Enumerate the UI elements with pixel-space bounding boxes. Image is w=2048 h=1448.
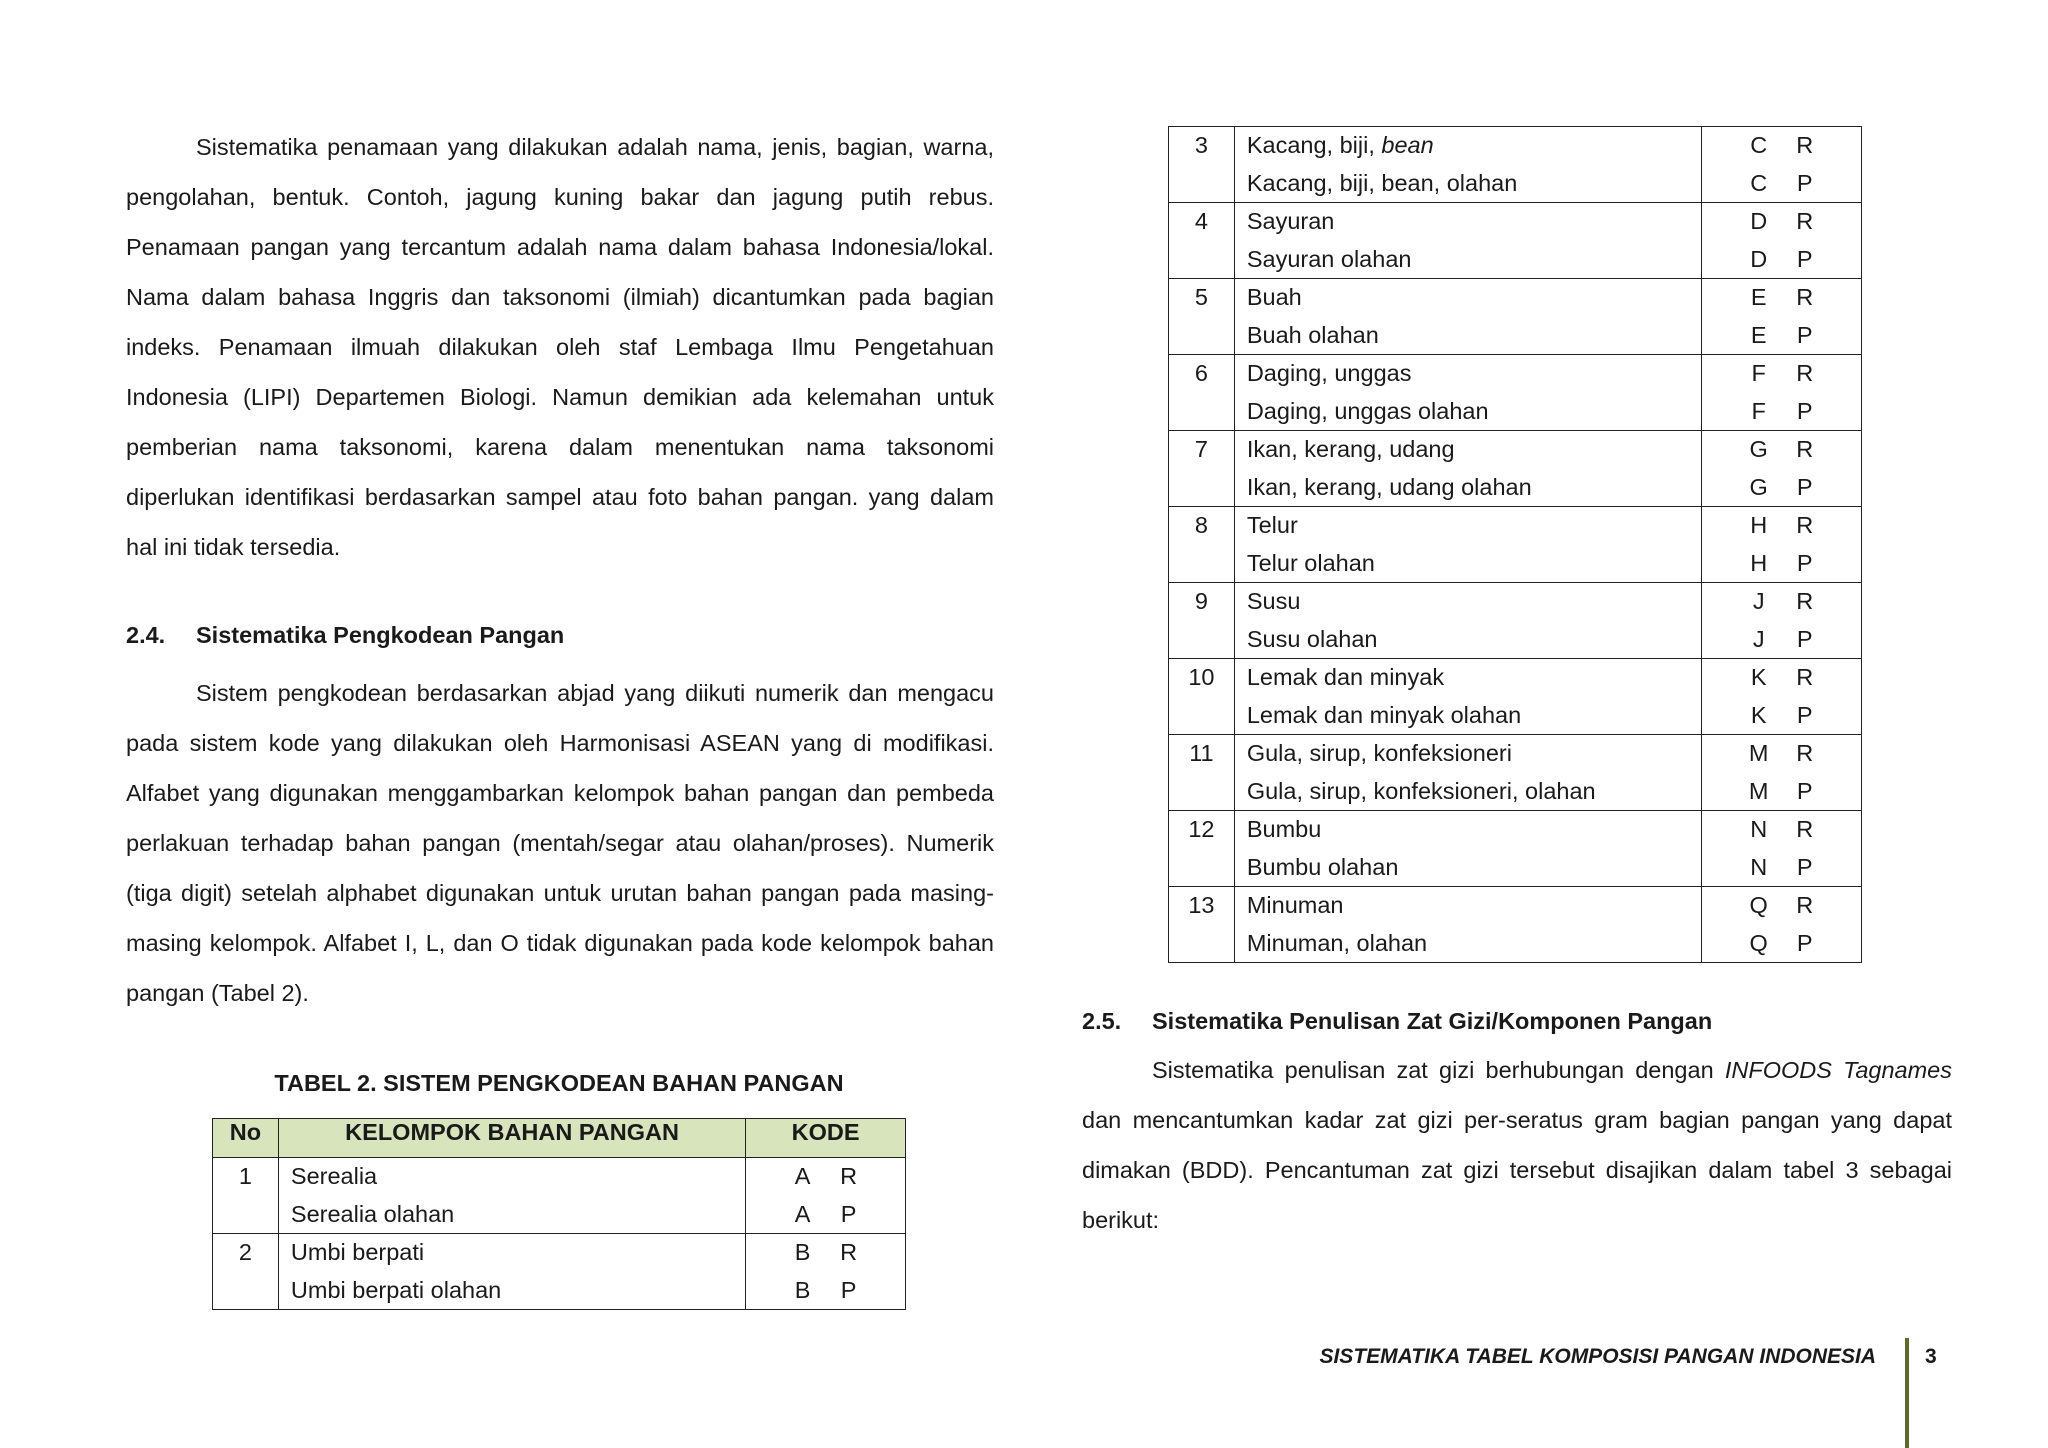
- code-type: P: [1796, 397, 1813, 424]
- code-value: [1702, 621, 1861, 659]
- code-letter: D: [1750, 208, 1768, 234]
- code-value: [1702, 811, 1861, 849]
- group-name: [1247, 621, 1702, 659]
- row-number: [1169, 279, 1235, 355]
- row-number-text: 4: [1194, 208, 1208, 234]
- table-row: [1169, 355, 1862, 431]
- group-name-text: Kacang, biji, bean, olahan: [1246, 169, 1518, 196]
- code-letter: B: [794, 1276, 811, 1303]
- code-type: P: [1796, 245, 1813, 272]
- section-heading-2-4: [126, 622, 564, 649]
- code-letter: G: [1749, 473, 1768, 500]
- group-name-text: Sayuran: [1246, 208, 1335, 234]
- intro-paragraph: Sistematika penamaan yang dilakukan adalah nama, jenis, bagian, warna, pengolahan, bentuk. Contoh, jagung kuning bakar dan jagung putih rebus. Penamaan pangan yang tercantum adalah nama dalam bahasa Indonesia/lokal. Nama dalam bahasa Inggris dan taksonomi (ilmiah) dicantumkan pada bagian indeks. Penamaan ilmuah dilakukan oleh staf Lembaga Ilmu Pengetahuan Indonesia (LIPI) Departemen Biologi. Namun demikian ada kelemahan untuk pemberian nama taksonomi, karena dalam menentukan nama taksonomi diperlukan identifikasi berdasarkan sampel atau foto bahan pangan. yang dalam hal ini tidak tersedia.: [126, 134, 994, 560]
- code-letter: H: [1750, 549, 1768, 576]
- table-row: [213, 1234, 906, 1310]
- group-name: [1247, 583, 1702, 621]
- page-number: 3: [1925, 1345, 1937, 1368]
- group-name-text: Lemak dan minyak olahan: [1246, 701, 1522, 728]
- group-name-text: Sayuran olahan: [1246, 245, 1412, 272]
- group-name: [291, 1234, 745, 1272]
- group-name: [1247, 735, 1702, 773]
- code-letter: B: [794, 1239, 811, 1265]
- group-name-text: Bumbu olahan: [1246, 853, 1399, 880]
- code-value: [1702, 203, 1861, 241]
- section-title: Sistematika Pengkodean Pangan: [196, 622, 565, 648]
- para-italic-text: INFOODS Tagnames: [1724, 1057, 1952, 1083]
- group-name: [1247, 849, 1702, 887]
- code-cell: [1702, 887, 1862, 963]
- row-number: [1169, 355, 1235, 431]
- code-cell: [1702, 431, 1862, 507]
- section-title: Sistematika Penulisan Zat Gizi/Komponen Pangan: [1152, 1008, 1713, 1034]
- code-value: [1702, 887, 1861, 925]
- group-name: [1247, 545, 1702, 583]
- row-number-text: 5: [1194, 284, 1208, 310]
- code-type: P: [840, 1276, 857, 1303]
- group-name-text: Susu olahan: [1246, 625, 1378, 652]
- group-name-text: Gula, sirup, konfeksioneri: [1246, 740, 1512, 766]
- group-cell: [1234, 279, 1702, 355]
- code-letter: J: [1752, 625, 1765, 652]
- code-letter: K: [1750, 664, 1767, 690]
- group-name-text: Minuman, olahan: [1246, 929, 1428, 956]
- code-type: R: [840, 1239, 858, 1265]
- code-letter: F: [1751, 397, 1766, 424]
- header-no: No: [213, 1119, 279, 1158]
- code-letter: N: [1750, 853, 1768, 880]
- row-number: [213, 1234, 279, 1310]
- code-value: [1702, 393, 1861, 431]
- code-cell: [1702, 659, 1862, 735]
- table-2-part-2: [1168, 126, 1862, 963]
- row-number: [1169, 127, 1235, 203]
- code-type: P: [1796, 853, 1813, 880]
- code-type: R: [1796, 436, 1814, 462]
- header-code: KODE: [746, 1119, 906, 1158]
- code-value: [1702, 545, 1861, 583]
- group-name: [1247, 773, 1702, 811]
- group-cell: [278, 1234, 745, 1310]
- group-cell: [1234, 127, 1702, 203]
- group-name: [1247, 887, 1702, 925]
- group-name: [1247, 659, 1702, 697]
- row-number-text: 11: [1189, 740, 1214, 766]
- row-number-text: 10: [1188, 664, 1215, 690]
- code-letter: K: [1750, 701, 1767, 728]
- code-value: [1702, 697, 1861, 735]
- code-type: P: [1796, 473, 1813, 500]
- section-2-4-body: [126, 668, 994, 1018]
- code-type: P: [1796, 777, 1813, 804]
- code-cell: [1702, 735, 1862, 811]
- code-letter: C: [1750, 169, 1768, 196]
- group-name: [1247, 469, 1702, 507]
- group-name-text: Buah olahan: [1246, 321, 1379, 348]
- code-value: [746, 1272, 905, 1310]
- group-cell: [1234, 659, 1702, 735]
- code-cell: [746, 1234, 906, 1310]
- group-name: [1247, 355, 1702, 393]
- code-cell: [1702, 583, 1862, 659]
- code-value: [1702, 849, 1861, 887]
- code-value: [1702, 317, 1861, 355]
- row-number: [1169, 203, 1235, 279]
- group-name: [1247, 431, 1702, 469]
- code-type: P: [840, 1200, 857, 1227]
- code-letter: Q: [1749, 892, 1768, 918]
- group-name: [1247, 317, 1702, 355]
- group-name: [1247, 165, 1702, 203]
- code-letter: A: [794, 1163, 811, 1189]
- row-number: [213, 1158, 279, 1234]
- section-2-4-paragraph: Sistem pengkodean berdasarkan abjad yang diikuti numerik dan mengacu pada sistem kode yang dilakukan oleh Harmonisasi ASEAN yang di modifikasi. Alfabet yang digunakan menggambarkan kelompok bahan pangan dan pembeda perlakuan terhadap bahan pangan (mentah/segar atau olahan/proses). Numerik (tiga digit) setelah alphabet digunakan untuk urutan bahan pangan pada masing-masing kelompok. Alfabet I, L, dan O tidak digunakan pada kode kelompok bahan pangan (Tabel 2).: [126, 680, 994, 1006]
- group-name-text: Umbi berpati olahan: [290, 1276, 502, 1303]
- row-number-text: 1: [238, 1163, 252, 1189]
- header-group: KELOMPOK BAHAN PANGAN: [278, 1119, 745, 1158]
- group-cell: [1234, 507, 1702, 583]
- row-number-text: 13: [1188, 892, 1215, 918]
- section-2-5-paragraph: [1082, 1045, 1952, 1245]
- group-name-text: Gula, sirup, konfeksioneri, olahan: [1246, 777, 1596, 804]
- code-type: P: [1796, 625, 1813, 652]
- group-name-text: Serealia olahan: [290, 1200, 455, 1227]
- row-number-text: 3: [1194, 132, 1208, 158]
- table-row: [1169, 507, 1862, 583]
- row-number: [1169, 811, 1235, 887]
- code-letter: N: [1750, 816, 1768, 842]
- code-cell: [1702, 811, 1862, 887]
- code-letter: H: [1750, 512, 1768, 538]
- group-name-text: Telur: [1246, 512, 1298, 538]
- section-heading-2-5: [1082, 1008, 1712, 1035]
- code-type: R: [1796, 664, 1814, 690]
- code-cell: [1702, 507, 1862, 583]
- group-cell: [1234, 431, 1702, 507]
- table-2-title: TABEL 2. SISTEM PENGKODEAN BAHAN PANGAN: [274, 1070, 844, 1096]
- para-text: dan mencantumkan kadar zat gizi per-seratus gram bagian pangan yang dapat dimakan (BDD). Pencantuman zat gizi tersebut disajikan dalam tabel 3 sebagai berikut:: [1082, 1107, 1952, 1233]
- group-name: [1247, 393, 1702, 431]
- code-type: P: [1796, 929, 1813, 956]
- code-letter: C: [1750, 132, 1768, 158]
- code-letter: E: [1750, 284, 1767, 310]
- code-letter: F: [1751, 360, 1766, 386]
- group-name-text: Telur olahan: [1246, 549, 1375, 576]
- group-cell: [1234, 735, 1702, 811]
- code-cell: [1702, 127, 1862, 203]
- code-letter: G: [1749, 436, 1768, 462]
- code-type: P: [1796, 549, 1813, 576]
- table-row: [1169, 887, 1862, 963]
- code-type: R: [1796, 512, 1814, 538]
- group-cell: [1234, 887, 1702, 963]
- table-row: [1169, 735, 1862, 811]
- code-value: [746, 1158, 905, 1196]
- code-type: P: [1796, 701, 1813, 728]
- section-number: 2.4.: [126, 622, 166, 648]
- group-name-text: Kacang, biji,: [1246, 132, 1382, 158]
- row-number-text: 12: [1188, 816, 1215, 842]
- code-value: [1702, 773, 1861, 811]
- row-number: [1169, 659, 1235, 735]
- table-row: [1169, 127, 1862, 203]
- code-type: R: [1796, 588, 1814, 614]
- footer-divider: [1905, 1338, 1909, 1448]
- code-value: [1702, 507, 1861, 545]
- code-value: [1702, 279, 1861, 317]
- code-type: R: [1796, 132, 1814, 158]
- code-type: R: [1796, 892, 1814, 918]
- code-value: [1702, 127, 1861, 165]
- code-type: P: [1796, 169, 1813, 196]
- row-number-text: 9: [1194, 588, 1208, 614]
- code-cell: [746, 1158, 906, 1234]
- left-column: [126, 122, 994, 572]
- group-name-italic: bean: [1381, 132, 1434, 158]
- group-name-text: Serealia: [290, 1163, 378, 1189]
- group-name: [1247, 127, 1702, 165]
- code-value: [1702, 659, 1861, 697]
- group-name: [1247, 925, 1702, 963]
- row-number: [1169, 507, 1235, 583]
- code-value: [1702, 355, 1861, 393]
- code-letter: E: [1750, 321, 1767, 348]
- para-text: Sistematika penulisan zat gizi berhubungan dengan: [1152, 1057, 1725, 1083]
- group-name-text: Buah: [1246, 284, 1302, 310]
- code-value: [1702, 431, 1861, 469]
- group-name-text: Daging, unggas olahan: [1246, 397, 1489, 424]
- group-name: [291, 1272, 745, 1310]
- group-name: [1247, 203, 1702, 241]
- group-cell: [1234, 355, 1702, 431]
- code-value: [746, 1234, 905, 1272]
- table-row: [1169, 203, 1862, 279]
- code-type: R: [840, 1163, 858, 1189]
- code-type: R: [1796, 816, 1814, 842]
- row-number: [1169, 431, 1235, 507]
- table-row: [1169, 279, 1862, 355]
- code-type: P: [1796, 321, 1813, 348]
- group-name: [291, 1158, 745, 1196]
- group-cell: [1234, 811, 1702, 887]
- group-name: [1247, 697, 1702, 735]
- group-name-text: Susu: [1246, 588, 1301, 614]
- code-letter: Q: [1749, 929, 1768, 956]
- table-row: [1169, 659, 1862, 735]
- group-name: [1247, 279, 1702, 317]
- row-number: [1169, 887, 1235, 963]
- group-name-text: Daging, unggas: [1246, 360, 1412, 386]
- code-cell: [1702, 203, 1862, 279]
- code-type: R: [1796, 208, 1814, 234]
- code-letter: M: [1748, 777, 1769, 804]
- table-row: [1169, 811, 1862, 887]
- code-value: [1702, 469, 1861, 507]
- group-name-text: Lemak dan minyak: [1246, 664, 1445, 690]
- group-cell: [1234, 203, 1702, 279]
- code-value: [1702, 583, 1861, 621]
- code-letter: A: [794, 1200, 811, 1227]
- code-cell: [1702, 355, 1862, 431]
- table-row: [1169, 583, 1862, 659]
- code-type: R: [1796, 740, 1814, 766]
- row-number-text: 7: [1194, 436, 1208, 462]
- group-name-text: Minuman: [1246, 892, 1344, 918]
- code-value: [1702, 241, 1861, 279]
- group-name: [291, 1196, 745, 1234]
- group-name-text: Umbi berpati: [290, 1239, 425, 1265]
- group-cell: [1234, 583, 1702, 659]
- row-number: [1169, 735, 1235, 811]
- row-number-text: 2: [238, 1239, 252, 1265]
- code-type: R: [1796, 360, 1814, 386]
- row-number-text: 8: [1194, 512, 1208, 538]
- code-type: R: [1796, 284, 1814, 310]
- code-value: [746, 1196, 905, 1234]
- table-2-part-1: [212, 1118, 906, 1310]
- group-name: [1247, 241, 1702, 279]
- code-value: [1702, 925, 1861, 963]
- table-row: [213, 1158, 906, 1234]
- group-name-text: Bumbu: [1246, 816, 1322, 842]
- code-value: [1702, 165, 1861, 203]
- code-value: [1702, 735, 1861, 773]
- group-name-text: Ikan, kerang, udang olahan: [1246, 473, 1532, 500]
- code-cell: [1702, 279, 1862, 355]
- row-number: [1169, 583, 1235, 659]
- code-letter: D: [1750, 245, 1768, 272]
- group-name: [1247, 811, 1702, 849]
- code-letter: J: [1752, 588, 1765, 614]
- section-2-5-body: [1082, 1045, 1952, 1245]
- row-number-text: 6: [1194, 360, 1208, 386]
- code-letter: M: [1748, 740, 1769, 766]
- section-number: 2.5.: [1082, 1008, 1122, 1034]
- group-name: [1247, 507, 1702, 545]
- group-name-text: Ikan, kerang, udang: [1246, 436, 1455, 462]
- footer-title: SISTEMATIKA TABEL KOMPOSISI PANGAN INDONESIA: [1319, 1345, 1876, 1368]
- table-row: [1169, 431, 1862, 507]
- group-cell: [278, 1158, 745, 1234]
